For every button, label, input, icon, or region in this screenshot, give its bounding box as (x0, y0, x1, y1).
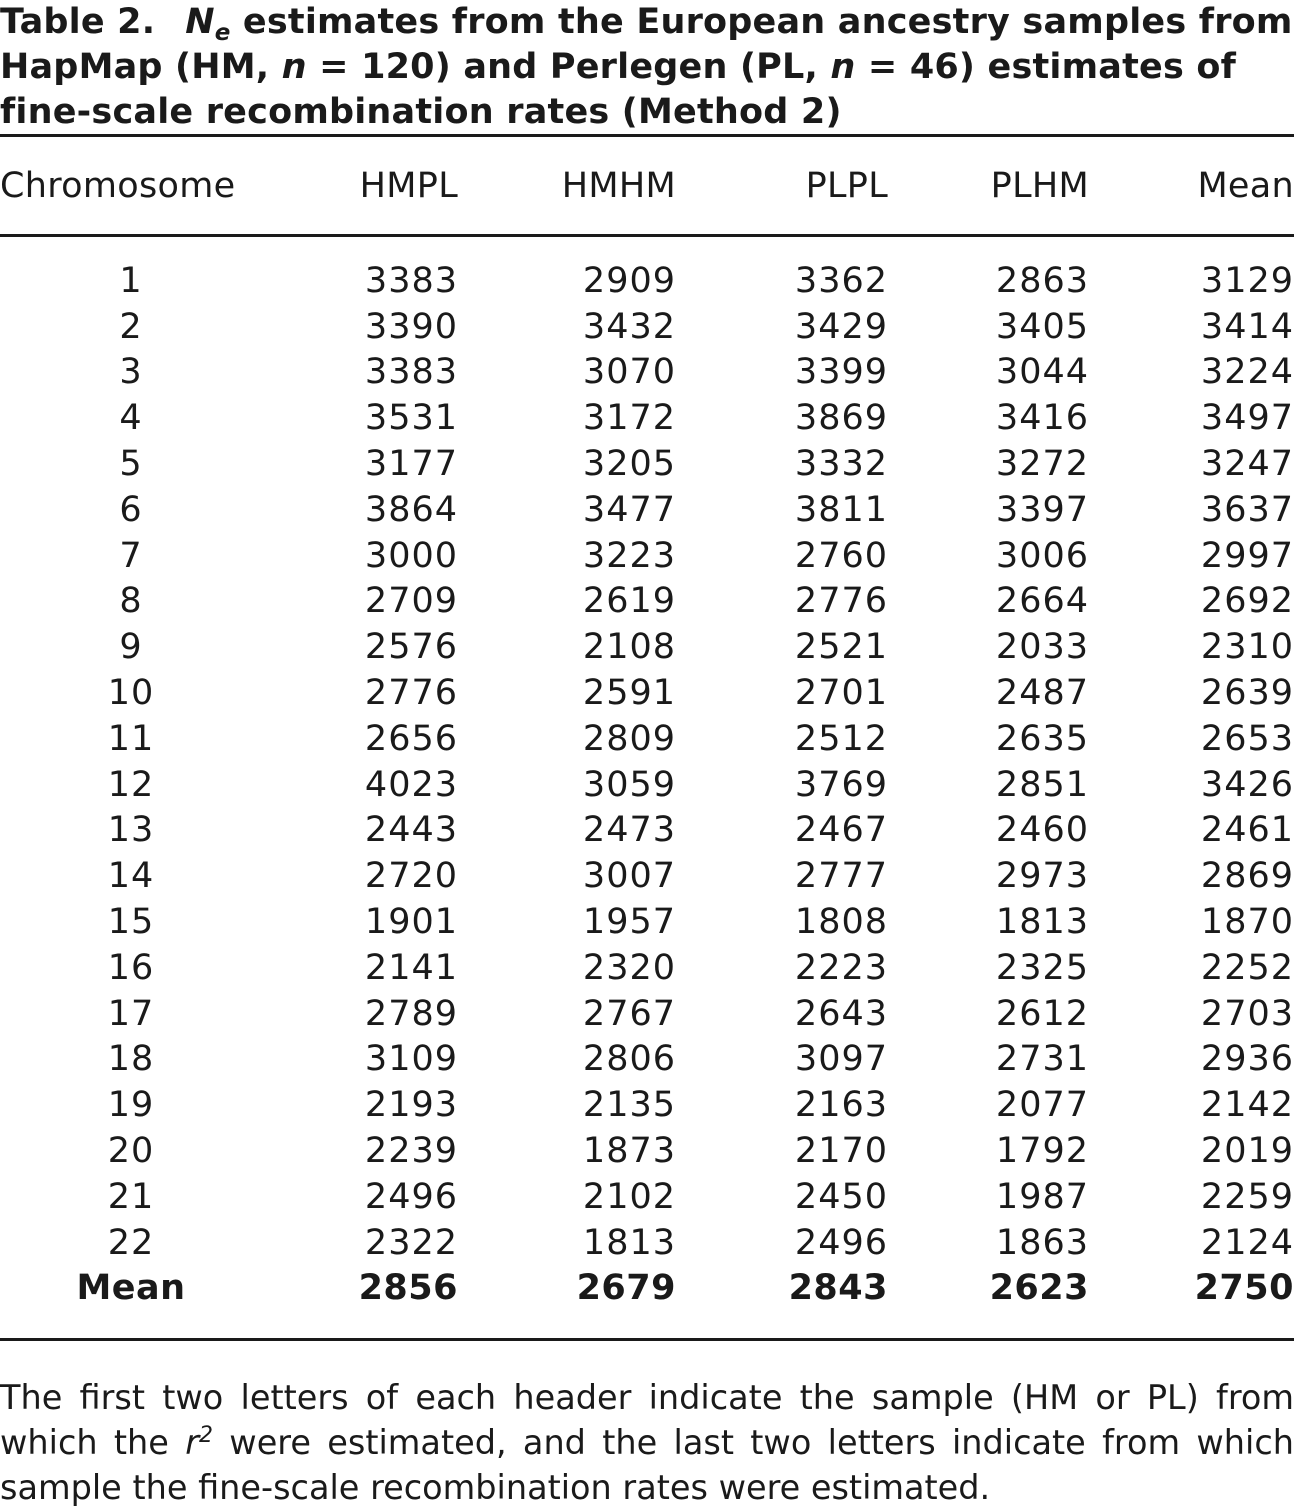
value-cell: 2443 (364, 810, 458, 851)
value-cell: 2325 (995, 947, 1089, 988)
bottom-rule (0, 1338, 1294, 1341)
header-plhm: PLHM (990, 166, 1089, 206)
ne-subscript: e (214, 20, 231, 46)
value-cell: 1987 (995, 1176, 1089, 1217)
chromosome-cell: 18 (107, 1039, 155, 1080)
top-rule (0, 134, 1294, 137)
table-row (0, 624, 1294, 670)
value-cell: 3224 (1200, 352, 1294, 393)
value-cell: 2141 (364, 947, 458, 988)
header-plpl: PLPL (805, 166, 888, 206)
chromosome-cell: 20 (107, 1131, 155, 1172)
value-cell: 3769 (794, 764, 888, 805)
chromosome-cell: 12 (107, 764, 155, 805)
value-cell: 2703 (1200, 993, 1294, 1034)
table-row (0, 1082, 1294, 1128)
table-row (0, 350, 1294, 396)
value-cell: 1813 (582, 1222, 676, 1263)
value-cell: 2108 (582, 627, 676, 668)
value-cell: 3177 (364, 444, 458, 485)
value-cell: 2467 (794, 810, 888, 851)
chromosome-cell: 21 (107, 1176, 155, 1217)
value-cell: 2163 (794, 1085, 888, 1126)
value-cell: 3109 (364, 1039, 458, 1080)
table-row (0, 579, 1294, 625)
n-symbol-1: n (281, 47, 307, 87)
value-cell: 2643 (794, 993, 888, 1034)
value-cell: 2259 (1200, 1176, 1294, 1217)
table-row (0, 808, 1294, 854)
value-cell: 2909 (582, 260, 676, 301)
value-cell: 3059 (582, 764, 676, 805)
value-cell: 3172 (582, 398, 676, 439)
value-cell: 3383 (364, 260, 458, 301)
value-cell: 2851 (995, 764, 1089, 805)
table-row (0, 762, 1294, 808)
value-cell: 3129 (1200, 260, 1294, 301)
value-cell: 1813 (995, 902, 1089, 943)
table-row (0, 853, 1294, 899)
value-cell: 2487 (995, 673, 1089, 714)
table-row (0, 441, 1294, 487)
table-footnote (0, 1375, 1294, 1510)
r-superscript: 2 (198, 1423, 213, 1448)
table-row (0, 487, 1294, 533)
value-cell: 2709 (364, 581, 458, 622)
chromosome-cell: 22 (107, 1222, 155, 1263)
value-cell: 3247 (1200, 444, 1294, 485)
value-cell: 3332 (794, 444, 888, 485)
value-cell: 2635 (995, 718, 1089, 759)
value-cell: 2102 (582, 1176, 676, 1217)
value-cell: 2776 (794, 581, 888, 622)
value-cell: 2623 (989, 1268, 1089, 1309)
value-cell: 3399 (794, 352, 888, 393)
table-row (0, 1128, 1294, 1174)
value-cell: 3426 (1200, 764, 1294, 805)
caption-text-2: = 120) and Perlegen (PL, (306, 47, 831, 87)
chromosome-cell: 5 (119, 444, 143, 485)
value-cell: 3864 (364, 489, 458, 530)
value-cell: 2789 (364, 993, 458, 1034)
table-row (0, 716, 1294, 762)
r-symbol: r (185, 1423, 199, 1462)
value-cell: 2760 (794, 535, 888, 576)
header-hmpl: HMPL (359, 166, 458, 206)
chromosome-cell: 16 (107, 947, 155, 988)
header-mean: Mean (1197, 166, 1294, 206)
ne-symbol: N (185, 2, 215, 42)
value-cell: 2843 (788, 1268, 888, 1309)
value-cell: 3223 (582, 535, 676, 576)
value-cell: 1808 (794, 902, 888, 943)
value-cell: 2193 (364, 1085, 458, 1126)
table-row (0, 899, 1294, 945)
table-row (0, 1037, 1294, 1083)
value-cell: 3097 (794, 1039, 888, 1080)
value-cell: 2612 (995, 993, 1089, 1034)
value-cell: 2473 (582, 810, 676, 851)
value-cell: 3007 (582, 856, 676, 897)
table-row (0, 991, 1294, 1037)
chromosome-cell: 13 (107, 810, 155, 851)
value-cell: 2777 (794, 856, 888, 897)
table-row (0, 945, 1294, 991)
value-cell: 2869 (1200, 856, 1294, 897)
table-row (0, 1174, 1294, 1220)
value-cell: 4023 (364, 764, 458, 805)
chromosome-cell: Mean (76, 1268, 186, 1309)
value-cell: 2806 (582, 1039, 676, 1080)
chromosome-cell: 2 (119, 306, 143, 347)
value-cell: 3405 (995, 306, 1089, 347)
value-cell: 2664 (995, 581, 1089, 622)
value-cell: 2720 (364, 856, 458, 897)
chromosome-cell: 1 (119, 260, 143, 301)
mean-row (0, 1266, 1294, 1312)
value-cell: 2856 (358, 1268, 458, 1309)
value-cell: 2496 (364, 1176, 458, 1217)
footnote-text-2: were estimated, and the last two letters indicate from which sample the fine-scale recombination rates were estimated. (0, 1423, 1294, 1507)
value-cell: 2223 (794, 947, 888, 988)
chromosome-cell: 19 (107, 1085, 155, 1126)
value-cell: 2239 (364, 1131, 458, 1172)
value-cell: 2320 (582, 947, 676, 988)
value-cell: 3497 (1200, 398, 1294, 439)
value-cell: 2639 (1200, 673, 1294, 714)
value-cell: 2692 (1200, 581, 1294, 622)
value-cell: 3531 (364, 398, 458, 439)
value-cell: 3397 (995, 489, 1089, 530)
value-cell: 2252 (1200, 947, 1294, 988)
value-cell: 2809 (582, 718, 676, 759)
chromosome-cell: 6 (119, 489, 143, 530)
chromosome-cell: 8 (119, 581, 143, 622)
value-cell: 3006 (995, 535, 1089, 576)
chromosome-cell: 10 (107, 673, 155, 714)
value-cell: 3429 (794, 306, 888, 347)
value-cell: 1863 (995, 1222, 1089, 1263)
header-row (0, 138, 1294, 234)
value-cell: 3869 (794, 398, 888, 439)
value-cell: 2496 (794, 1222, 888, 1263)
header-hmhm: HMHM (561, 166, 676, 206)
value-cell: 3000 (364, 535, 458, 576)
value-cell: 3414 (1200, 306, 1294, 347)
value-cell: 2750 (1194, 1268, 1294, 1309)
chromosome-cell: 9 (119, 627, 143, 668)
value-cell: 2135 (582, 1085, 676, 1126)
value-cell: 2997 (1200, 535, 1294, 576)
value-cell: 2142 (1200, 1085, 1294, 1126)
value-cell: 1870 (1200, 902, 1294, 943)
value-cell: 2679 (576, 1268, 676, 1309)
footnote-text-1: The first two letters of each header indicate the sample (HM or PL) from which the (0, 1378, 1294, 1462)
chromosome-cell: 14 (107, 856, 155, 897)
caption-text-1: estimates from the European ancestry samples from HapMap (HM, (0, 2, 1293, 87)
chromosome-cell: 7 (119, 535, 143, 576)
value-cell: 2863 (995, 260, 1089, 301)
value-cell: 2077 (995, 1085, 1089, 1126)
value-cell: 3044 (995, 352, 1089, 393)
value-cell: 2019 (1200, 1131, 1294, 1172)
value-cell: 3637 (1200, 489, 1294, 530)
value-cell: 2936 (1200, 1039, 1294, 1080)
value-cell: 2450 (794, 1176, 888, 1217)
value-cell: 3070 (582, 352, 676, 393)
chromosome-cell: 17 (107, 993, 155, 1034)
value-cell: 2461 (1200, 810, 1294, 851)
table-row (0, 1220, 1294, 1266)
value-cell: 3272 (995, 444, 1089, 485)
value-cell: 2653 (1200, 718, 1294, 759)
data-table (0, 138, 1294, 1311)
value-cell: 2656 (364, 718, 458, 759)
value-cell: 2701 (794, 673, 888, 714)
value-cell: 2576 (364, 627, 458, 668)
table-body (0, 234, 1294, 1311)
value-cell: 2619 (582, 581, 676, 622)
value-cell: 2731 (995, 1039, 1089, 1080)
value-cell: 3432 (582, 306, 676, 347)
value-cell: 2512 (794, 718, 888, 759)
header-chromosome: Chromosome (0, 166, 236, 206)
value-cell: 1792 (995, 1131, 1089, 1172)
chromosome-cell: 15 (107, 902, 155, 943)
n-symbol-2: n (830, 47, 856, 87)
chromosome-cell: 3 (119, 352, 143, 393)
value-cell: 2776 (364, 673, 458, 714)
value-cell: 2591 (582, 673, 676, 714)
table-row (0, 234, 1294, 304)
chromosome-cell: 11 (107, 718, 155, 759)
value-cell: 2973 (995, 856, 1089, 897)
value-cell: 3811 (794, 489, 888, 530)
value-cell: 2460 (995, 810, 1089, 851)
value-cell: 1901 (364, 902, 458, 943)
table-caption (0, 0, 1294, 135)
value-cell: 2310 (1200, 627, 1294, 668)
table-label: Table 2. (0, 2, 156, 42)
value-cell: 2322 (364, 1222, 458, 1263)
value-cell: 3205 (582, 444, 676, 485)
value-cell: 3390 (364, 306, 458, 347)
value-cell: 2170 (794, 1131, 888, 1172)
table-row (0, 395, 1294, 441)
value-cell: 2521 (794, 627, 888, 668)
value-cell: 1957 (582, 902, 676, 943)
table-row (0, 304, 1294, 350)
value-cell: 2033 (995, 627, 1089, 668)
caption-text-3: = 46) estimates of fine-scale recombination rates (Method 2) (0, 47, 1237, 132)
table-row (0, 670, 1294, 716)
value-cell: 3477 (582, 489, 676, 530)
chromosome-cell: 4 (119, 398, 143, 439)
value-cell: 3416 (995, 398, 1089, 439)
value-cell: 2767 (582, 993, 676, 1034)
value-cell: 3362 (794, 260, 888, 301)
table-row (0, 533, 1294, 579)
value-cell: 1873 (582, 1131, 676, 1172)
value-cell: 2124 (1200, 1222, 1294, 1263)
value-cell: 3383 (364, 352, 458, 393)
